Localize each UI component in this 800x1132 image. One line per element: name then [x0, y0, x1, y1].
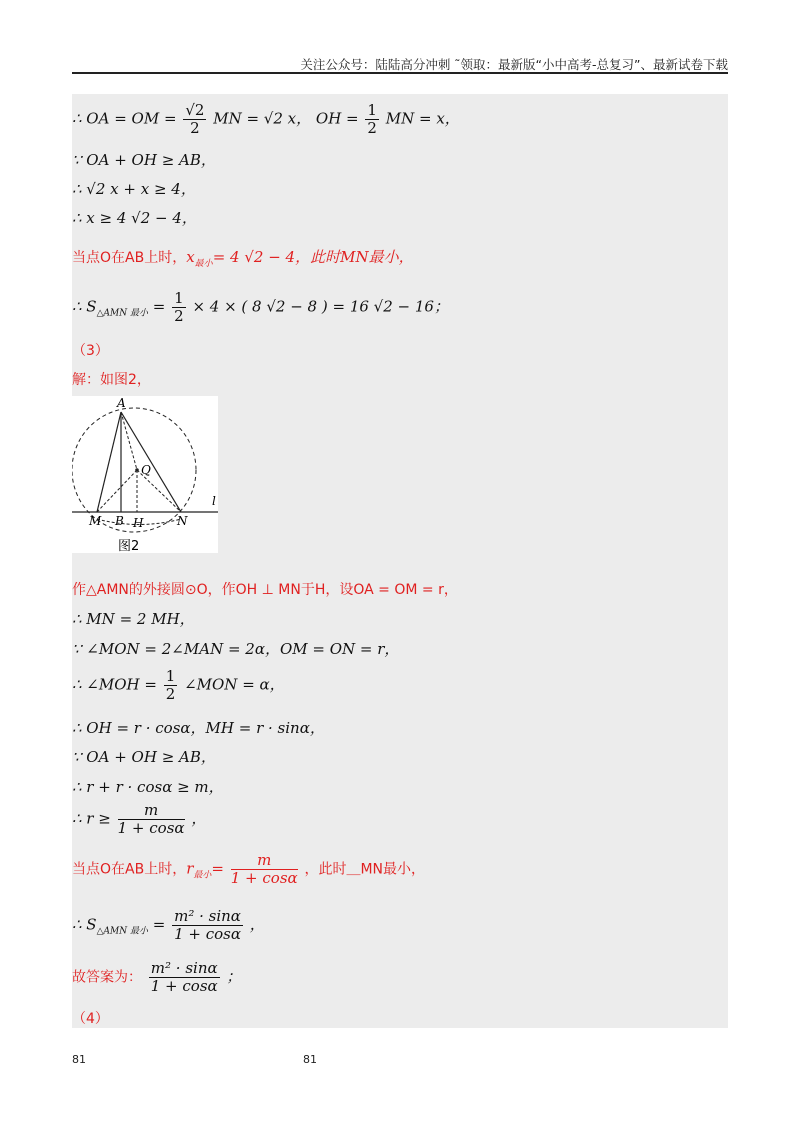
eq-16-eq: = — [152, 915, 166, 934]
eq-16-part-c: ， — [249, 915, 265, 934]
label-b: B — [115, 514, 124, 528]
eq-6-frac-num: 1 — [174, 289, 184, 307]
eq-16-frac-den: 1 + cosα — [174, 925, 241, 943]
eq-line-17 — [72, 960, 241, 995]
eq-16-fraction — [172, 908, 243, 943]
label-m: M — [89, 514, 102, 528]
eq-5-condition: 当点O在AB上时， — [72, 250, 187, 266]
eq-10-frac-num: 1 — [165, 667, 176, 685]
eq-1-fraction-b — [365, 102, 379, 137]
part-4-label: （4） — [72, 1011, 109, 1027]
label-a: A — [117, 396, 126, 410]
eq-16-sub: △AMN 最小 — [96, 926, 148, 937]
segment-an — [121, 412, 181, 512]
eq-line-11: ∴ OH = r · cosα，MH = r · sinα， — [72, 719, 325, 737]
segment-aq — [121, 412, 137, 470]
answer-fraction — [149, 960, 220, 995]
segment-am — [97, 412, 121, 512]
eq-14-frac-num: m — [118, 802, 185, 820]
eq-line-12: ∵ OA + OH ≥ AB， — [72, 748, 216, 766]
label-q: Q — [141, 463, 151, 477]
eq-15-sub: 最小 — [193, 870, 212, 881]
solution-intro: 解：如图2， — [72, 372, 151, 388]
figure-2 — [72, 396, 218, 553]
eq-1-frac-b-den: 2 — [367, 119, 377, 137]
eq-1-part-c: MN = x， — [385, 109, 460, 128]
eq-6-part-a: ∴ S — [72, 297, 97, 316]
geometry-diagram — [72, 396, 218, 553]
eq-16-frac-num: m² · sinα — [174, 907, 241, 925]
label-n: N — [177, 514, 188, 528]
segment-qm — [97, 470, 137, 512]
eq-5-var: x — [186, 248, 195, 266]
eq-line-7 — [72, 579, 458, 599]
eq-6-fraction — [172, 290, 186, 325]
eq-14-part-b: ， — [191, 809, 207, 828]
eq-14-part-a: ∴ r ≥ — [72, 809, 111, 828]
eq-15-var: r — [186, 859, 194, 878]
eq-14-fraction — [118, 802, 185, 837]
eq-line-5 — [72, 246, 414, 269]
part-3-label: （3） — [72, 343, 109, 359]
label-h: H — [133, 516, 144, 530]
figure-caption: 图2 — [118, 539, 140, 553]
eq-1-part-b: MN = √2 x， OH = — [213, 109, 359, 128]
solution-panel — [72, 94, 728, 1028]
eq-line-4: ∴ x ≥ 4 √2 − 4， — [72, 209, 197, 227]
eq-6-sub: △AMN 最小 — [96, 308, 148, 319]
eq-1-part-a: ∴ OA = OM = — [72, 109, 177, 128]
eq-line-15 — [72, 852, 425, 887]
eq-16-part-a: ∴ S — [72, 915, 97, 934]
eq-6-frac-den: 2 — [174, 307, 184, 325]
answer-frac-num: m² · sinα — [150, 959, 218, 977]
eq-line-1 — [72, 102, 460, 137]
eq-6-part-c: × 4 × ( 8 √2 − 8 ) = 16 √2 − 16； — [192, 297, 449, 316]
eq-line-9: ∵ ∠MON = 2∠MAN = 2α，OM = ON = r， — [72, 640, 400, 658]
eq-1-frac-a-den: 2 — [190, 119, 200, 137]
eq-15-frac-num: m — [231, 852, 298, 870]
eq-line-16 — [72, 908, 265, 943]
eq-10-part-a: ∴ ∠MOH = — [72, 675, 157, 694]
eq-6-eq: = — [152, 297, 166, 316]
eq-15-eq: = — [211, 859, 224, 878]
eq-line-2: ∵ OA + OH ≥ AB， — [72, 151, 216, 169]
eq-10-fraction — [164, 668, 178, 703]
eq-1-frac-a-num: √2 — [185, 101, 205, 119]
header-divider — [72, 72, 728, 74]
eq-15-condition: 当点O在AB上时， — [72, 861, 187, 878]
answer-tail: ； — [226, 967, 242, 986]
eq-7-text: 作△AMN的外接圆⊙O，作OH ⊥ MN于H，设OA = OM = r， — [72, 582, 458, 598]
eq-line-3: ∴ √2 x + x ≥ 4， — [72, 180, 196, 198]
eq-line-13: ∴ r + r · cosα ≥ m， — [72, 778, 224, 796]
eq-line-10 — [72, 668, 285, 703]
eq-line-14 — [72, 802, 206, 837]
answer-frac-den: 1 + cosα — [150, 977, 218, 995]
eq-5-sub: 最小 — [194, 259, 213, 269]
page-number-center: 81 — [303, 1053, 317, 1066]
eq-10-frac-den: 2 — [165, 685, 176, 703]
eq-line-6 — [72, 290, 449, 325]
eq-14-frac-den: 1 + cosα — [117, 819, 185, 837]
eq-1-fraction-a — [183, 102, 206, 137]
point-q — [135, 468, 139, 472]
eq-5-result: = 4 √2 − 4，此时MN最小， — [212, 248, 414, 266]
eq-15-frac-den: 1 + cosα — [230, 869, 298, 887]
page-number-left: 81 — [72, 1053, 86, 1066]
page-header: 关注公众号：陆陆高分冲刺 ˜领取：最新版“小中高考-总复习”、最新试卷下载 — [300, 57, 728, 72]
eq-10-part-b: ∠MON = α， — [184, 675, 285, 694]
eq-1-frac-b-num: 1 — [367, 101, 377, 119]
eq-15-tail: ，此时＿MN最小， — [304, 861, 426, 878]
answer-label: 故答案为： — [72, 969, 142, 986]
eq-15-fraction — [231, 852, 298, 887]
eq-line-8: ∴ MN = 2 MH， — [72, 610, 195, 628]
label-l: l — [212, 494, 216, 508]
